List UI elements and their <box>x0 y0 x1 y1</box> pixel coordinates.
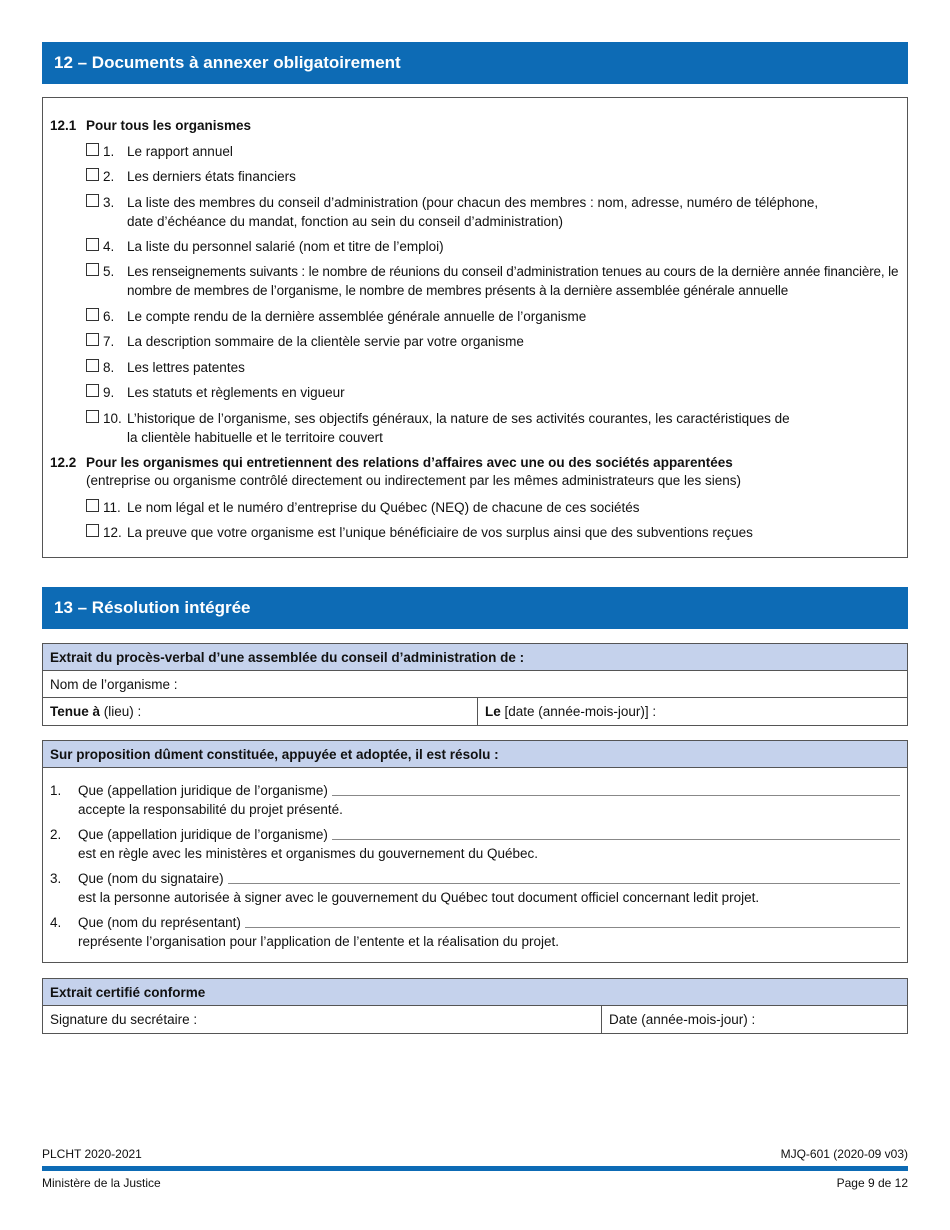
footer-page-number: Page 9 de 12 <box>836 1176 908 1190</box>
item-text: La liste du personnel salarié (nom et titre de l’emploi) <box>127 239 444 254</box>
document-item-3 <box>86 193 899 231</box>
resolution-label: Que (appellation juridique de l’organisme) <box>78 827 328 842</box>
document-checkbox-10[interactable] <box>86 410 99 423</box>
document-item-10 <box>86 409 899 447</box>
item-number: 1. <box>103 144 115 159</box>
item-number: 8. <box>103 360 115 375</box>
item-number: 4. <box>103 239 115 254</box>
item-text: Le rapport annuel <box>127 144 233 159</box>
subsection-title: Pour tous les organismes <box>86 118 252 133</box>
resolution-label: Que (nom du signataire) <box>78 871 224 886</box>
section-12-header <box>42 42 908 84</box>
document-checkbox-9[interactable] <box>86 384 99 397</box>
item-text: Les lettres patentes <box>127 360 245 375</box>
minutes-extract-table <box>42 643 908 726</box>
meeting-date-field[interactable] <box>477 698 907 725</box>
certified-extract-header: Extrait certifié conforme <box>43 979 907 1006</box>
footer-program: PLCHT 2020-2021 <box>42 1147 142 1161</box>
org-name-row <box>43 671 907 698</box>
certified-extract-table <box>42 978 908 1034</box>
item-number: 7. <box>103 334 115 349</box>
document-checkbox-1[interactable] <box>86 143 99 156</box>
resolution-label: Que (appellation juridique de l’organisme) <box>78 783 328 798</box>
resolution-number: 4. <box>50 915 62 930</box>
resolution-number: 1. <box>50 783 62 798</box>
resolution-label: Que (nom du représentant) <box>78 915 241 930</box>
document-item-5 <box>86 262 899 300</box>
resolution-text: représente l’organisation pour l’application de l’entente et la réalisation du projet. <box>78 934 560 949</box>
document-item-9 <box>86 383 899 402</box>
item-number: 11. <box>103 500 121 515</box>
item-text: La liste des membres du conseil d’administration (pour chacun des membres : nom, adresse, numéro de téléphone, date d’échéance du mandat, fonction au sein du conseil d’administration) <box>127 195 819 229</box>
item-number: 9. <box>103 385 115 400</box>
subsection-number: 12.1 <box>50 118 77 133</box>
footer-bar <box>42 1166 908 1171</box>
fill-rule <box>245 927 900 928</box>
item-number: 12. <box>103 525 122 540</box>
resolution-text: est en règle avec les ministères et organismes du gouvernement du Québec. <box>78 846 539 861</box>
document-checkbox-2[interactable] <box>86 168 99 181</box>
item-text: Les renseignements suivants : le nombre de réunions du conseil d’administration tenues au cours de la dernière année financière, le nombre de membres de l’organisme, le nombre de membres présents à la dernière assemblée générale annuelle <box>127 264 899 298</box>
item-text: Les statuts et règlements en vigueur <box>127 385 345 400</box>
meeting-date-hint: [date (année-mois-jour)] : <box>500 704 657 719</box>
resolution-fill-line[interactable] <box>78 869 900 888</box>
resolution-number: 2. <box>50 827 62 842</box>
minutes-extract-header: Extrait du procès-verbal d’une assemblée du conseil d’administration de : <box>43 644 907 671</box>
certified-date-label: Date (année-mois-jour) : <box>609 1012 756 1027</box>
document-checkbox-4[interactable] <box>86 238 99 251</box>
document-item-7 <box>86 332 899 351</box>
resolution-text: accepte la responsabilité du projet présenté. <box>78 802 343 817</box>
held-at-row <box>43 698 907 725</box>
item-number: 2. <box>103 169 115 184</box>
item-text: Les derniers états financiers <box>127 169 296 184</box>
footer-ministry: Ministère de la Justice <box>42 1176 161 1190</box>
held-at-hint: (lieu) : <box>100 704 142 719</box>
resolution-number: 3. <box>50 871 62 886</box>
document-item-1 <box>86 142 899 161</box>
resolution-fill-line[interactable] <box>78 825 900 844</box>
document-checkbox-7[interactable] <box>86 333 99 346</box>
fill-rule <box>332 795 900 796</box>
document-item-2 <box>86 167 899 186</box>
resolution-header: Sur proposition dûment constituée, appuyée et adoptée, il est résolu : <box>43 741 907 768</box>
held-at-label: Tenue à <box>50 704 101 719</box>
resolution-fill-line[interactable] <box>78 913 900 932</box>
section-12-title: 12 – Documents à annexer obligatoirement <box>54 53 401 72</box>
documents-box <box>42 97 908 558</box>
document-item-8 <box>86 358 899 377</box>
document-checkbox-5[interactable] <box>86 263 99 276</box>
document-item-6 <box>86 307 899 326</box>
meeting-date-label: Le <box>485 704 501 719</box>
document-checkbox-3[interactable] <box>86 194 99 207</box>
document-item-12 <box>86 523 899 542</box>
signature-row <box>43 1006 907 1033</box>
resolution-fill-line[interactable] <box>78 781 900 800</box>
document-checkbox-11[interactable] <box>86 499 99 512</box>
org-name-label: Nom de l’organisme : <box>50 676 178 692</box>
item-number: 3. <box>103 195 115 210</box>
subsection-title: Pour les organismes qui entretiennent des relations d’affaires avec une ou des sociétés apparentées <box>86 455 733 470</box>
footer-form-code: MJQ-601 (2020-09 v03) <box>780 1147 908 1161</box>
resolution-text: est la personne autorisée à signer avec le gouvernement du Québec tout document officiel concernant ledit projet. <box>78 890 760 905</box>
item-text: Le nom légal et le numéro d’entreprise du Québec (NEQ) de chacune de ces sociétés <box>127 500 640 515</box>
subsection-12-1-heading <box>50 118 251 133</box>
fill-rule <box>228 883 900 884</box>
secretary-signature-label: Signature du secrétaire : <box>50 1012 198 1027</box>
fill-rule <box>332 839 900 840</box>
document-checkbox-6[interactable] <box>86 308 99 321</box>
item-text: La description sommaire de la clientèle servie par votre organisme <box>127 334 524 349</box>
item-text: Le compte rendu de la dernière assemblée générale annuelle de l’organisme <box>127 309 587 324</box>
subsection-12-2-note: (entreprise ou organisme contrôlé directement ou indirectement par les mêmes administrateurs que les siens) <box>86 473 742 488</box>
item-number: 6. <box>103 309 115 324</box>
org-name-field[interactable] <box>43 671 907 697</box>
item-number: 10. <box>103 411 122 426</box>
item-text: La preuve que votre organisme est l’unique bénéficiaire de vos surplus ainsi que des subventions reçues <box>127 525 753 540</box>
resolution-table <box>42 740 908 963</box>
secretary-signature-field[interactable] <box>43 1006 601 1033</box>
document-checkbox-8[interactable] <box>86 359 99 372</box>
section-13-header <box>42 587 908 629</box>
section-13-title: 13 – Résolution intégrée <box>54 598 251 617</box>
document-item-11 <box>86 498 899 517</box>
document-item-4 <box>86 237 899 256</box>
subsection-12-2-heading <box>50 455 733 470</box>
item-number: 5. <box>103 264 115 279</box>
subsection-number: 12.2 <box>50 455 77 470</box>
item-text: L’historique de l’organisme, ses objectifs généraux, la nature de ses activités courantes, les caractéristiques de la clientèle habituelle et le territoire couvert <box>127 411 790 445</box>
certified-date-field[interactable] <box>601 1006 907 1033</box>
document-checkbox-12[interactable] <box>86 524 99 537</box>
held-at-field[interactable] <box>43 698 477 725</box>
